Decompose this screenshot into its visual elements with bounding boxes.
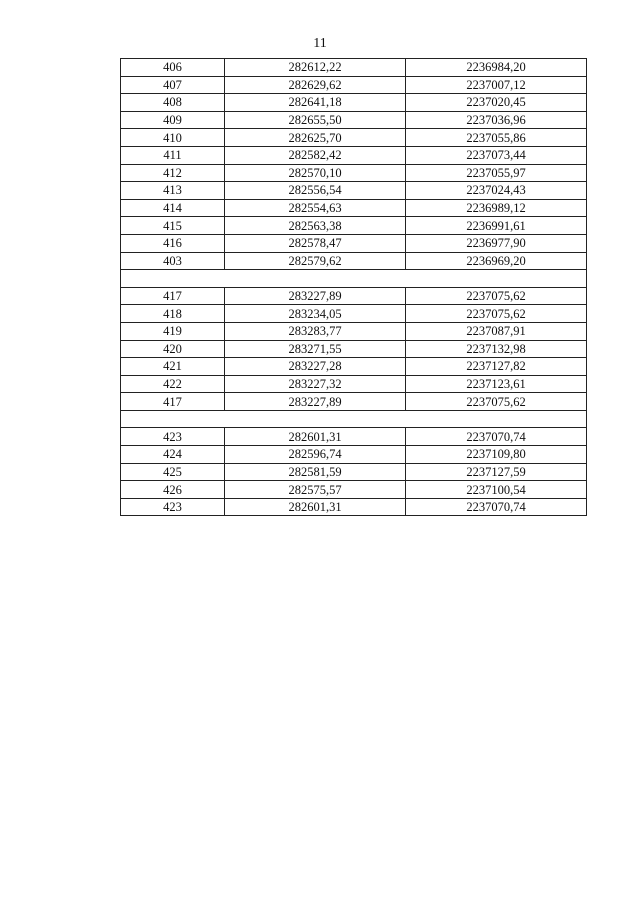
point-number-cell: 422 xyxy=(121,375,225,393)
x-coordinate-cell: 282578,47 xyxy=(225,234,406,252)
x-coordinate-cell: 282554,63 xyxy=(225,199,406,217)
y-coordinate-cell: 2237109,80 xyxy=(406,446,587,464)
point-number-cell: 420 xyxy=(121,340,225,358)
page-number: 11 xyxy=(313,36,327,51)
y-coordinate-cell: 2237087,91 xyxy=(406,322,587,340)
x-coordinate-cell: 282601,31 xyxy=(225,428,406,446)
x-coordinate-cell: 282641,18 xyxy=(225,94,406,112)
y-coordinate-cell: 2237132,98 xyxy=(406,340,587,358)
x-coordinate-cell: 282629,62 xyxy=(225,76,406,94)
table-row xyxy=(121,287,587,305)
x-coordinate-cell: 282655,50 xyxy=(225,111,406,129)
y-coordinate-cell: 2237127,59 xyxy=(406,463,587,481)
y-coordinate-cell: 2237073,44 xyxy=(406,146,587,164)
table-row xyxy=(121,199,587,217)
point-number-cell: 416 xyxy=(121,234,225,252)
coordinates-table xyxy=(120,58,587,516)
table-row xyxy=(121,94,587,112)
x-coordinate-cell: 283227,89 xyxy=(225,287,406,305)
table-row xyxy=(121,446,587,464)
x-coordinate-cell: 282556,54 xyxy=(225,182,406,200)
point-number-cell: 424 xyxy=(121,446,225,464)
y-coordinate-cell: 2237007,12 xyxy=(406,76,587,94)
table-row xyxy=(121,234,587,252)
x-coordinate-cell: 282563,38 xyxy=(225,217,406,235)
y-coordinate-cell: 2236989,12 xyxy=(406,199,587,217)
point-number-cell: 411 xyxy=(121,146,225,164)
table-row xyxy=(121,59,587,77)
y-coordinate-cell: 2237127,82 xyxy=(406,358,587,376)
point-number-cell: 426 xyxy=(121,481,225,499)
y-coordinate-cell: 2237075,62 xyxy=(406,393,587,411)
y-coordinate-cell: 2237020,45 xyxy=(406,94,587,112)
point-number-cell: 403 xyxy=(121,252,225,270)
point-number-cell: 410 xyxy=(121,129,225,147)
table-row xyxy=(121,111,587,129)
x-coordinate-cell: 283227,89 xyxy=(225,393,406,411)
y-coordinate-cell: 2237075,62 xyxy=(406,287,587,305)
point-number-cell: 418 xyxy=(121,305,225,323)
x-coordinate-cell: 282570,10 xyxy=(225,164,406,182)
table-row xyxy=(121,428,587,446)
group-separator-row xyxy=(121,270,587,288)
point-number-cell: 412 xyxy=(121,164,225,182)
table-row xyxy=(121,146,587,164)
x-coordinate-cell: 282612,22 xyxy=(225,59,406,77)
table-row xyxy=(121,375,587,393)
y-coordinate-cell: 2236977,90 xyxy=(406,234,587,252)
table-row xyxy=(121,358,587,376)
point-number-cell: 415 xyxy=(121,217,225,235)
table-row xyxy=(121,463,587,481)
x-coordinate-cell: 282596,74 xyxy=(225,446,406,464)
coordinates-table-body xyxy=(121,59,587,516)
y-coordinate-cell: 2237070,74 xyxy=(406,498,587,516)
group-separator-cell xyxy=(121,410,587,428)
x-coordinate-cell: 282575,57 xyxy=(225,481,406,499)
point-number-cell: 419 xyxy=(121,322,225,340)
point-number-cell: 414 xyxy=(121,199,225,217)
point-number-cell: 407 xyxy=(121,76,225,94)
x-coordinate-cell: 282625,70 xyxy=(225,129,406,147)
point-number-cell: 413 xyxy=(121,182,225,200)
table-row xyxy=(121,182,587,200)
table-row xyxy=(121,76,587,94)
y-coordinate-cell: 2237075,62 xyxy=(406,305,587,323)
x-coordinate-cell: 282582,42 xyxy=(225,146,406,164)
y-coordinate-cell: 2236984,20 xyxy=(406,59,587,77)
x-coordinate-cell: 283234,05 xyxy=(225,305,406,323)
table-row xyxy=(121,252,587,270)
x-coordinate-cell: 283271,55 xyxy=(225,340,406,358)
point-number-cell: 423 xyxy=(121,428,225,446)
y-coordinate-cell: 2237123,61 xyxy=(406,375,587,393)
table-row xyxy=(121,322,587,340)
table-row xyxy=(121,217,587,235)
x-coordinate-cell: 283283,77 xyxy=(225,322,406,340)
x-coordinate-cell: 282581,59 xyxy=(225,463,406,481)
y-coordinate-cell: 2236991,61 xyxy=(406,217,587,235)
table-row xyxy=(121,164,587,182)
point-number-cell: 409 xyxy=(121,111,225,129)
point-number-cell: 417 xyxy=(121,393,225,411)
y-coordinate-cell: 2236969,20 xyxy=(406,252,587,270)
x-coordinate-cell: 283227,28 xyxy=(225,358,406,376)
group-separator-cell xyxy=(121,270,587,288)
point-number-cell: 423 xyxy=(121,498,225,516)
y-coordinate-cell: 2237055,86 xyxy=(406,129,587,147)
point-number-cell: 408 xyxy=(121,94,225,112)
y-coordinate-cell: 2237036,96 xyxy=(406,111,587,129)
table-row xyxy=(121,340,587,358)
point-number-cell: 425 xyxy=(121,463,225,481)
table-row xyxy=(121,481,587,499)
y-coordinate-cell: 2237055,97 xyxy=(406,164,587,182)
point-number-cell: 417 xyxy=(121,287,225,305)
x-coordinate-cell: 283227,32 xyxy=(225,375,406,393)
y-coordinate-cell: 2237100,54 xyxy=(406,481,587,499)
x-coordinate-cell: 282579,62 xyxy=(225,252,406,270)
point-number-cell: 421 xyxy=(121,358,225,376)
group-separator-row xyxy=(121,410,587,428)
point-number-cell: 406 xyxy=(121,59,225,77)
y-coordinate-cell: 2237024,43 xyxy=(406,182,587,200)
table-row xyxy=(121,393,587,411)
x-coordinate-cell: 282601,31 xyxy=(225,498,406,516)
table-row xyxy=(121,129,587,147)
table-row xyxy=(121,498,587,516)
y-coordinate-cell: 2237070,74 xyxy=(406,428,587,446)
table-row xyxy=(121,305,587,323)
